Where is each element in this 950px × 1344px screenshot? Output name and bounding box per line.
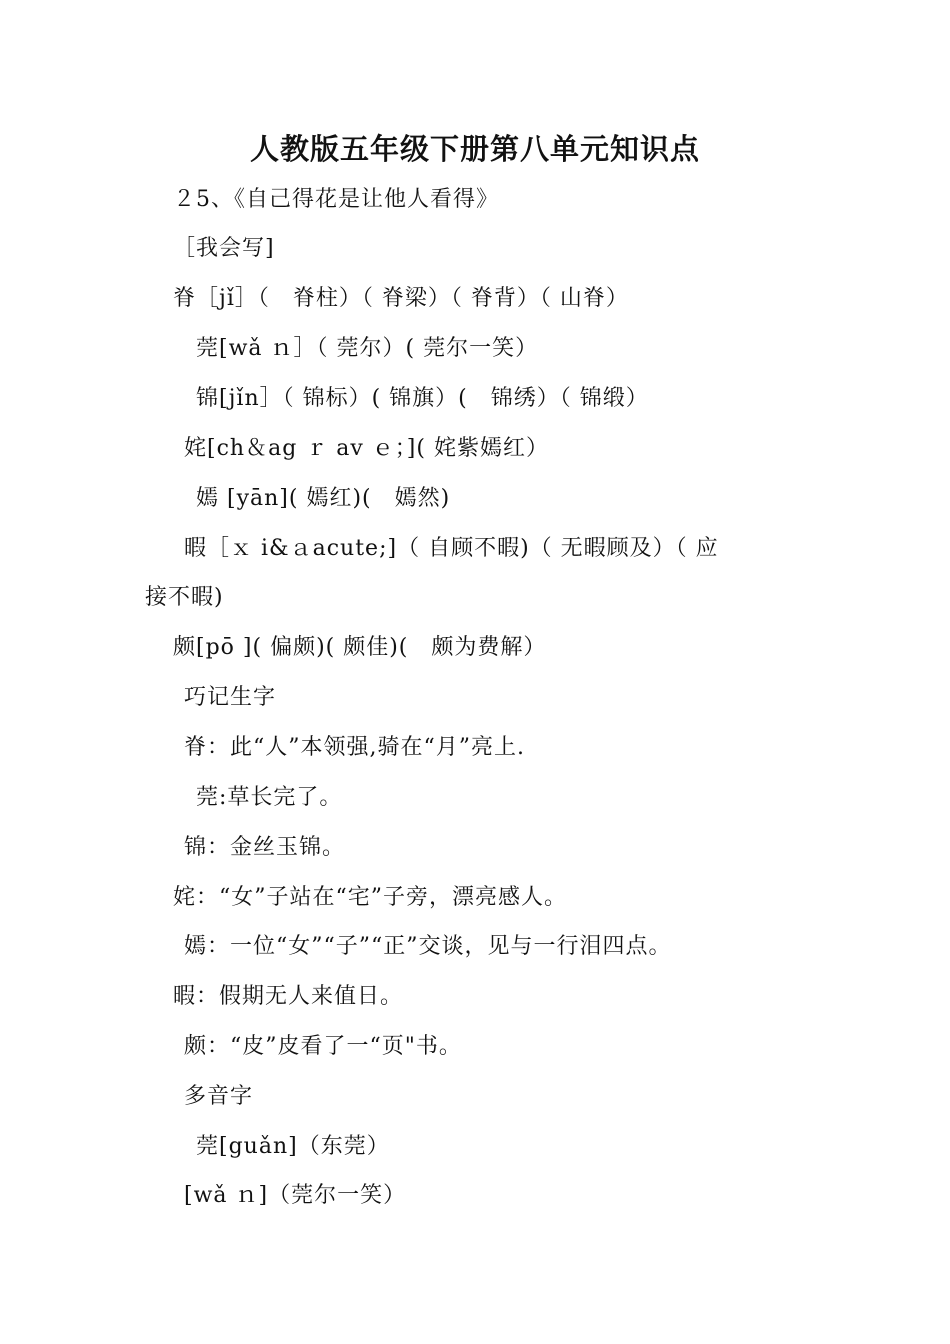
- vocab-line-xia: 暇［ｘ i&ａacute;]（ 自顾不暇)（ 无暇顾及）（ 应: [184, 536, 719, 561]
- vocab-line-cha: 姹[ch＆ag ｒ av ｅ；]( 姹紫嫣红）: [184, 436, 549, 461]
- memory-line-xia: 暇：假期无人来值日。: [173, 984, 404, 1009]
- vocab-line-jin: 锦[jǐn］（ 锦标）( 锦旗）( 锦绣）（ 锦缎）: [196, 386, 649, 411]
- vocab-line-ji: 脊［jǐ］（ 脊柱）（ 脊梁）（ 脊背）（ 山脊）: [173, 286, 629, 311]
- memory-line-ji: 脊：此“人”本领强,骑在“月”亮上.: [184, 735, 525, 760]
- document-title: 人教版五年级下册第八单元知识点: [249, 132, 700, 166]
- polyphone-line-wan: [wǎ ｎ]（莞尔一笑）: [184, 1183, 407, 1208]
- memory-line-wan: 莞:草长完了。: [196, 785, 343, 810]
- vocab-line-po: 颇[pō ]( 偏颇)( 颇佳)( 颇为费解）: [173, 635, 547, 660]
- memory-line-jin: 锦：金丝玉锦。: [184, 835, 346, 860]
- lesson-heading: ２5、《自己得花是让他人看得》: [173, 187, 499, 212]
- vocab-line-xia-continued: 接不暇): [145, 585, 224, 610]
- memory-line-cha: 姹：“女”子站在“宅”子旁，漂亮感人。: [173, 885, 567, 910]
- section-heading-memory: 巧记生字: [184, 685, 277, 710]
- vocab-line-yan: 嫣 [yān]( 嫣红)( 嫣然): [196, 486, 451, 511]
- vocab-line-wan: 莞[wǎ ｎ］（ 莞尔）( 莞尔一笑）: [196, 336, 539, 361]
- memory-line-yan: 嫣：一位“女”“子”“正”交谈，见与一行泪四点。: [184, 934, 672, 959]
- polyphone-line-guan: 莞[guǎn]（东莞）: [196, 1134, 390, 1159]
- memory-line-po: 颇：“皮”皮看了一“页"书。: [184, 1034, 462, 1059]
- section-heading-polyphone: 多音字: [184, 1084, 254, 1109]
- section-heading-write: ［我会写]: [173, 236, 275, 261]
